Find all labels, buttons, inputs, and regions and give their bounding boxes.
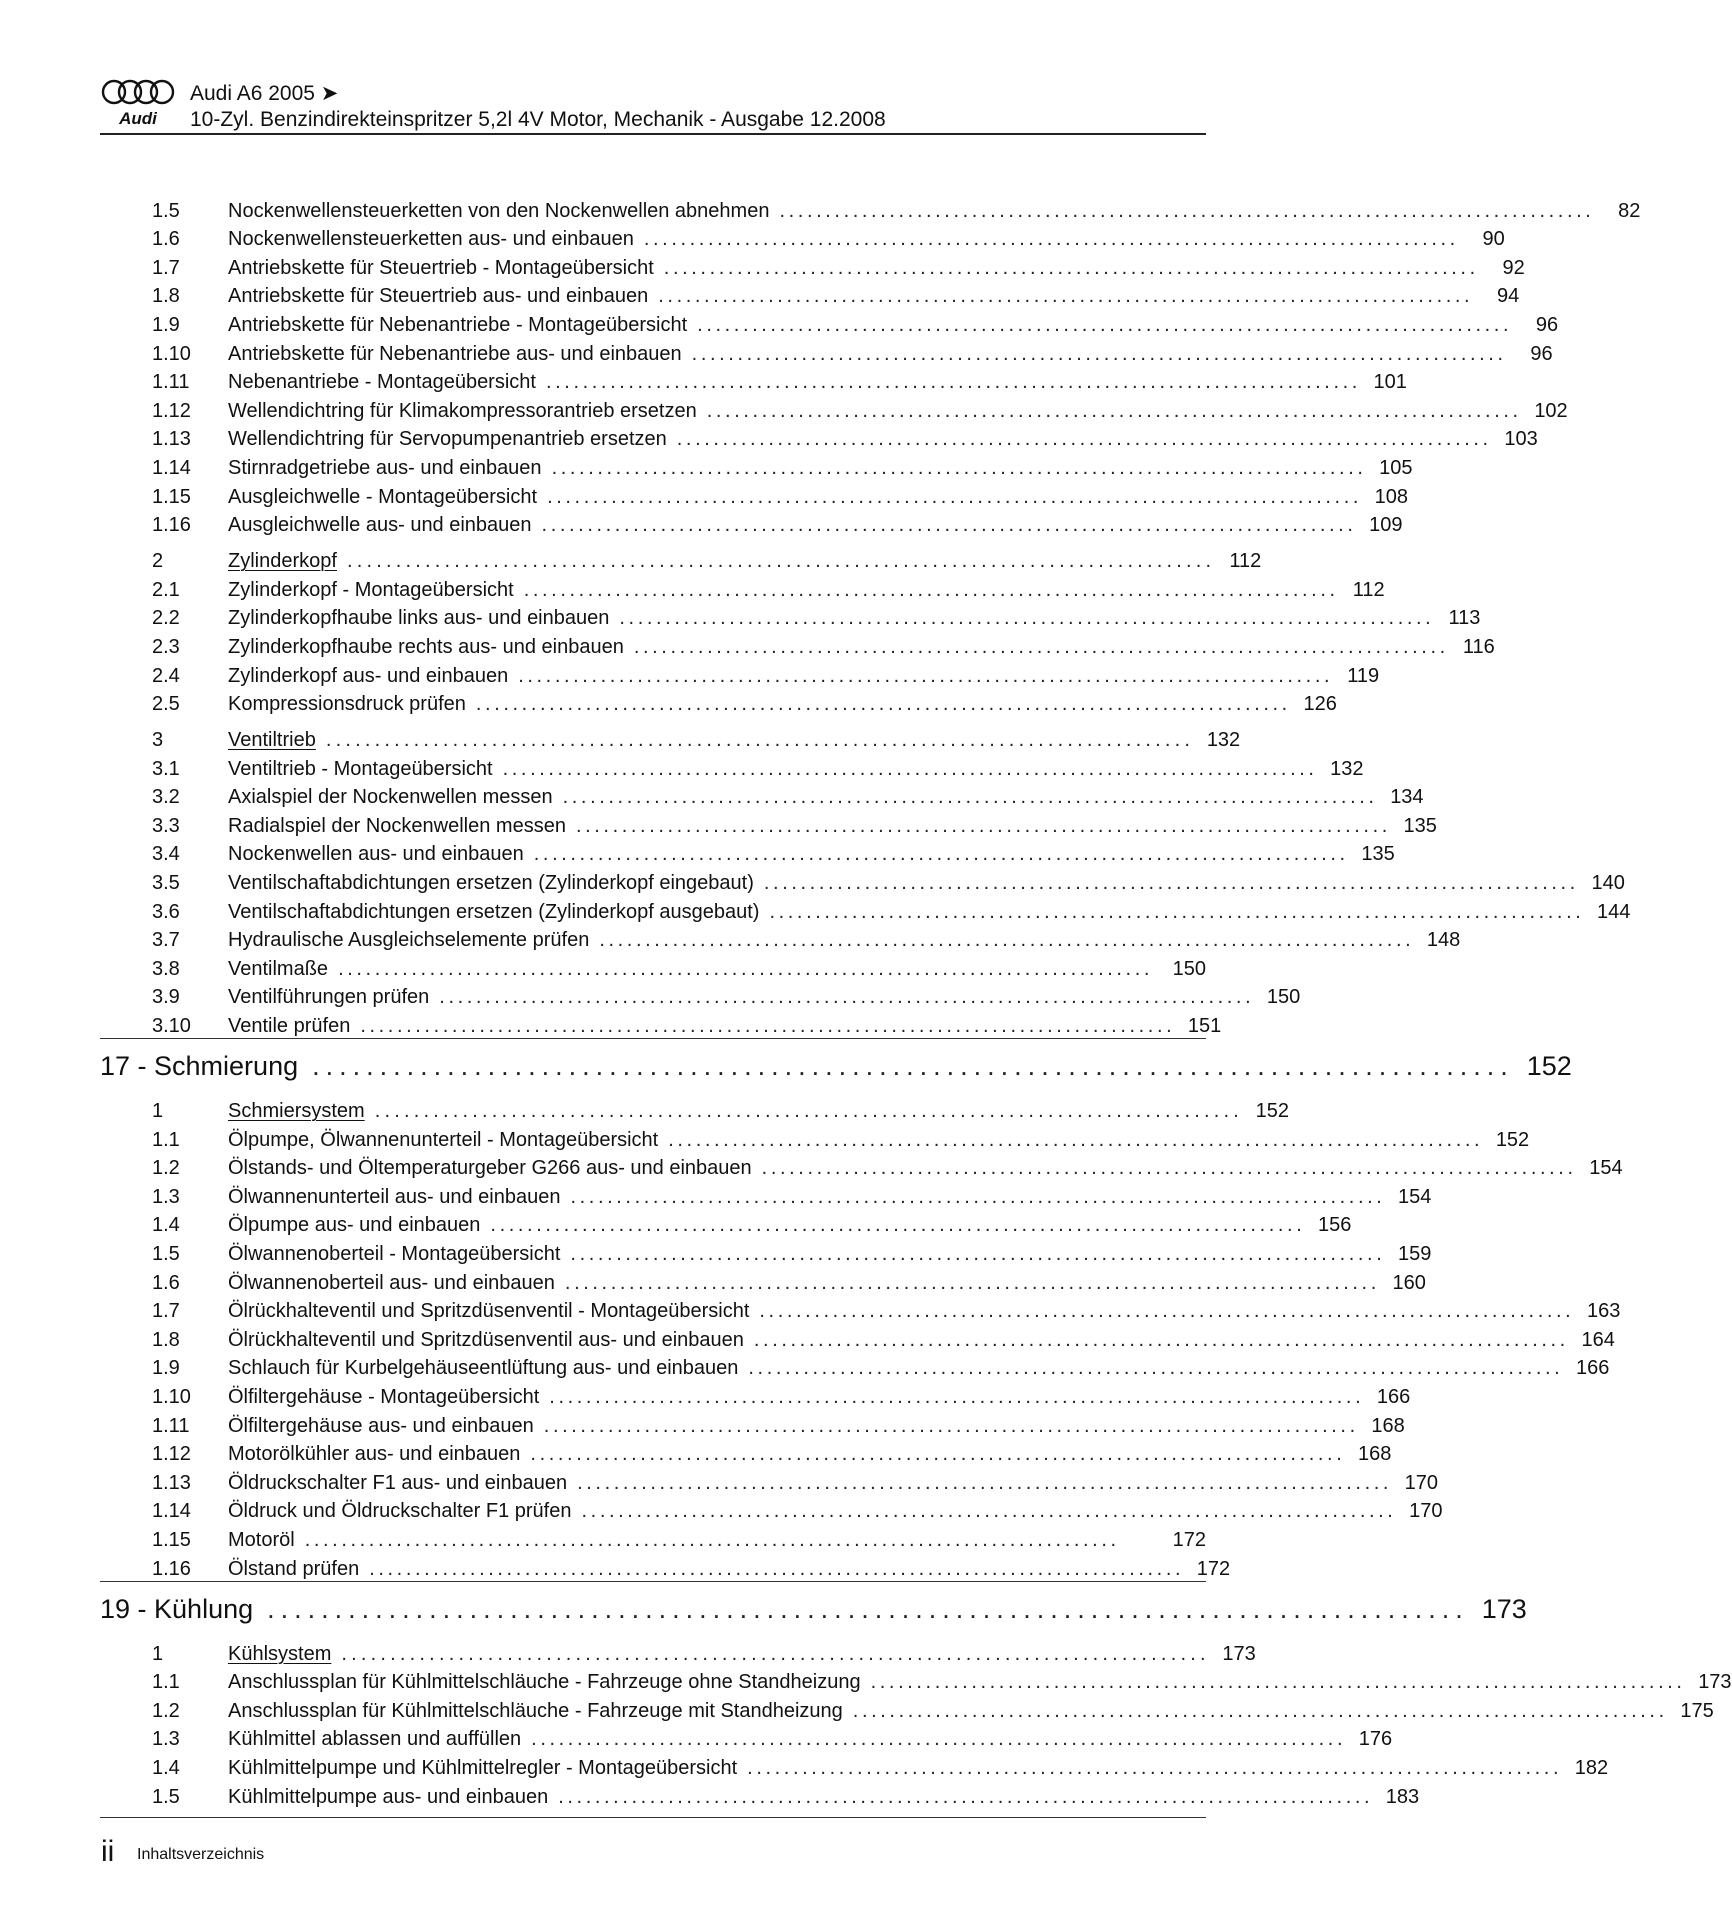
toc-entry[interactable] [100,1266,1426,1295]
table-of-contents [100,194,1732,1809]
toc-page: 151 [1187,1015,1222,1038]
toc-title: Radialspiel der Nockenwellen messen [228,814,576,838]
toc-entry[interactable] [100,1495,1443,1524]
toc-page: 116 [1462,635,1495,658]
toc-chapter-title: 19 - Kühlung [100,1593,254,1624]
toc-leader: ......................................................................................... [870,1671,1686,1694]
toc-page: 103 [1504,428,1538,451]
toc-number: 1.15 [152,485,191,508]
toc-leader: ......................................................................................... [643,228,1459,251]
toc-leader: ......................................................................................... [374,1100,1244,1123]
toc-title: Zylinderkopf [228,549,347,573]
toc-entry[interactable] [100,659,1380,688]
toc-entry[interactable] [100,866,1625,895]
toc-number: 1.12 [152,1443,191,1466]
toc-number: 1.1 [152,1671,180,1694]
toc-page: 102 [1534,399,1568,422]
toc-number: 1.5 [152,199,180,222]
toc-page: 140 [1591,872,1625,895]
toc-chapter[interactable] [100,1582,1527,1636]
toc-title: Kompressionsdruck prüfen [228,692,476,716]
toc-page: 182 [1574,1756,1609,1779]
toc-page: 112 [1352,578,1385,601]
toc-number: 2.1 [152,578,180,601]
toc-number: 2.5 [152,693,180,716]
toc-page: 96 [1530,342,1553,365]
toc-title: Nockenwellensteuerketten von den Nockenwellen abnehmen [228,199,779,223]
toc-entry[interactable] [100,251,1525,280]
toc-number: 1.10 [152,342,191,365]
toc-number: 1.8 [152,1328,180,1351]
toc-leader: ......................................................................................... [523,578,1339,601]
toc-number: 1.9 [152,313,180,336]
toc-title: Antriebskette für Steuertrieb - Montageübersicht [228,256,664,280]
toc-leader: ......................................................................................... [691,342,1507,365]
toc-entry[interactable] [100,1295,1621,1324]
toc-number: 3.2 [152,786,180,809]
toc-page: 150 [1266,986,1301,1009]
toc-title: Axialspiel der Nockenwellen messen [228,785,563,809]
toc-entry[interactable] [100,1694,1714,1723]
toc-number: 3.6 [152,900,180,923]
toc-title: Ventilführungen prüfen [228,985,439,1009]
toc-entry[interactable] [100,1152,1623,1181]
toc-entry[interactable] [100,573,1385,602]
toc-page: 152 [1495,1128,1530,1151]
toc-page: 172 [1172,1528,1206,1551]
toc-entry[interactable] [100,280,1520,309]
toc-number: 2.3 [152,635,180,658]
audi-logo-icon [100,78,176,130]
toc-entry[interactable] [100,1552,1231,1581]
toc-leader: ......................................................................................... [360,1015,1176,1038]
toc-leader: ......................................................................................... [619,607,1435,630]
toc-number: 1.4 [152,1214,180,1237]
toc-number: 3.9 [152,986,180,1009]
toc-title: Wellendichtring für Klimakompressorantrieb ersetzen [228,399,707,423]
toc-title: Ventilschaftabdichtungen ersetzen (Zylinderkopf ausgebaut) [228,900,769,924]
toc-leader: ......................................................................................... [530,1443,1346,1466]
toc-title: Nockenwellen aus- und einbauen [228,842,534,866]
toc-number: 1.6 [152,1271,180,1294]
toc-entry[interactable] [100,480,1409,509]
toc-number: 2.2 [152,607,180,630]
toc-entry[interactable] [100,809,1437,838]
toc-chapter-page: 152 [1526,1051,1572,1082]
toc-entry[interactable] [100,394,1568,423]
toc-number: 1.5 [152,1243,180,1265]
toc-entry[interactable] [100,1466,1439,1495]
toc-page: 109 [1369,514,1403,537]
toc-entry[interactable] [100,1237,1432,1266]
toc-entry[interactable] [100,194,1641,223]
toc-number: 3 [152,729,164,752]
toc-title: Ventiltrieb [228,728,326,752]
toc-leader: ......................................................................................... [769,900,1585,923]
toc-title: Kühlmittelpumpe und Kühlmittelregler - Montageübersicht [228,1756,747,1780]
toc-entry[interactable] [100,1352,1610,1381]
toc-number: 3.7 [152,929,180,952]
toc-number: 1.14 [152,1500,191,1523]
toc-number: 1.13 [152,428,191,451]
toc-leader: ......................................................................................... [547,485,1363,508]
toc-page: 172 [1196,1557,1231,1580]
toc-leader: ......................................................................................... [570,1243,1386,1265]
toc-entry[interactable] [100,838,1395,867]
toc-title: Schlauch für Kurbelgehäuseentlüftung aus- und einbauen [228,1356,748,1380]
toc-page: 113 [1448,607,1481,630]
toc-leader: ......................................................................................... [549,1385,1365,1408]
toc-title: Ölpumpe aus- und einbauen [228,1213,490,1237]
toc-title: Ölwannenoberteil - Montageübersicht [228,1242,570,1266]
toc-entry[interactable] [100,952,1206,981]
toc-number: 1.2 [152,1157,180,1180]
toc-number: 2.4 [152,664,180,687]
toc-entry[interactable] [100,337,1553,366]
toc-entry[interactable] [100,630,1495,659]
footer-divider [100,1817,1206,1818]
toc-page: 164 [1581,1328,1615,1351]
toc-leader: ......................................................................................... [558,1785,1374,1808]
toc-page: 168 [1371,1414,1405,1437]
toc-title: Ölrückhalteventil und Spritzdüsenventil aus- und einbauen [228,1328,754,1352]
toc-number: 1.10 [152,1385,191,1408]
toc-page: 152 [1255,1100,1290,1123]
toc-leader: ......................................................................................... [533,843,1349,866]
toc-leader: ......................................................................................... [543,1414,1359,1437]
toc-number: 1.13 [152,1471,191,1494]
toc-leader: ......................................................................................... [545,371,1361,394]
toc-entry[interactable] [100,1323,1615,1352]
toc-title: Ölpumpe, Ölwannenunterteil - Montageübersicht [228,1128,668,1152]
toc-page: 119 [1347,664,1380,687]
toc-title: Ölfiltergehäuse aus- und einbauen [228,1414,544,1438]
toc-page: 166 [1575,1357,1610,1380]
toc-page: 105 [1379,456,1413,479]
toc-page: 132 [1330,757,1364,780]
toc-leader: ......................................................................................... [697,313,1513,336]
toc-leader: ......................................................................................... [475,693,1291,716]
toc-number: 1.11 [152,371,190,394]
toc-number: 1.14 [152,456,191,479]
toc-page: 170 [1404,1471,1439,1494]
toc-title: Zylinderkopf aus- und einbauen [228,664,518,688]
toc-number: 1.7 [152,1300,180,1323]
toc-number: 1.16 [152,1557,191,1580]
toc-entry[interactable] [100,423,1538,452]
toc-title: Motoröl [228,1528,305,1552]
toc-page: 112 [1229,550,1262,573]
toc-number: 2 [152,550,164,573]
toc-title: Ventilschaftabdichtungen ersetzen (Zylinderkopf eingebaut) [228,871,764,895]
document-subtitle: 10-Zyl. Benzindirekteinspritzer 5,2l 4V Motor, Mechanik - Ausgabe 12.2008 [190,108,886,131]
toc-page: 173 [1222,1642,1256,1665]
toc-number: 1.9 [152,1357,180,1380]
toc-chapter-title: 17 - Schmierung [100,1051,299,1082]
toc-title: Wellendichtring für Servopumpenantrieb ersetzen [228,427,677,451]
toc-number: 3.5 [152,872,180,895]
toc-page: 176 [1358,1728,1393,1751]
toc-page: 90 [1482,228,1505,251]
toc-page: 154 [1589,1157,1623,1180]
toc-entry[interactable] [100,1523,1206,1552]
toc-title: Anschlussplan für Kühlmittelschläuche - Fahrzeuge ohne Standheizung [228,1670,871,1694]
toc-number: 3.4 [152,843,180,866]
toc-number: 1 [152,1642,164,1665]
toc-section[interactable] [100,1093,1290,1123]
toc-entry[interactable] [100,1380,1411,1409]
toc-leader: ......................................................................................... [267,1593,1469,1624]
toc-page: 92 [1502,256,1525,279]
toc-leader: ......................................................................................... [759,1300,1575,1323]
toc-title: Ölfiltergehäuse - Montageübersicht [228,1385,549,1409]
toc-number: 3.8 [152,957,180,980]
toc-page: 163 [1586,1300,1621,1323]
toc-number: 1.1 [152,1128,180,1151]
toc-leader: ......................................................................................... [338,957,1154,980]
toc-title: Nebenantriebe - Montageübersicht [228,370,546,394]
toc-leader: ......................................................................................... [633,635,1449,658]
toc-leader: ......................................................................................... [304,1528,1120,1551]
toc-page: 150 [1172,957,1206,980]
toc-title: Kühlmittel ablassen und auffüllen [228,1727,531,1751]
toc-entry[interactable] [100,366,1407,395]
toc-leader: ......................................................................................... [541,514,1357,537]
toc-title: Ölstand prüfen [228,1557,369,1581]
toc-entry[interactable] [100,1180,1432,1209]
toc-page: 144 [1597,900,1631,923]
toc-title: Öldruck und Öldruckschalter F1 prüfen [228,1499,582,1523]
toc-leader: ......................................................................................... [502,757,1318,780]
toc-page: 170 [1409,1500,1443,1523]
toc-entry[interactable] [100,1409,1405,1438]
toc-number: 3.1 [152,757,180,780]
toc-number: 1.8 [152,285,180,308]
toc-page: 159 [1398,1243,1432,1265]
toc-leader: ......................................................................................... [562,786,1378,809]
toc-leader: ......................................................................................... [325,729,1195,752]
toc-number: 1.4 [152,1756,180,1779]
toc-entry[interactable] [100,451,1413,480]
page-header [100,78,1206,134]
toc-number: 1.3 [152,1185,180,1208]
toc-leader: ......................................................................................... [763,872,1579,895]
footer-label: Inhaltsverzeichnis [137,1846,265,1863]
toc-page: 82 [1618,199,1641,222]
toc-number: 1.6 [152,228,180,251]
toc-page: 173 [1698,1671,1732,1694]
document-title: Audi A6 2005 ➤ [190,82,339,105]
toc-entry[interactable] [100,924,1461,953]
toc-title: Ölwannenunterteil aus- und einbauen [228,1185,570,1209]
toc-page: 126 [1303,693,1337,716]
toc-leader: ......................................................................................... [753,1328,1569,1351]
toc-title: Antriebskette für Steuertrieb aus- und einbauen [228,284,658,308]
toc-leader: ......................................................................................... [663,256,1479,279]
toc-title: Ausgleichwelle - Montageübersicht [228,485,547,509]
toc-title: Kühlsystem [228,1642,341,1666]
toc-entry[interactable] [100,781,1424,810]
toc-page: 154 [1398,1185,1432,1208]
toc-section[interactable] [100,1636,1256,1666]
header-divider [100,133,1206,135]
toc-entry[interactable] [100,1780,1420,1809]
toc-title: Schmiersystem [228,1099,375,1123]
toc-entry[interactable] [100,223,1505,252]
toc-number: 1.7 [152,256,180,279]
toc-page: 148 [1426,929,1461,952]
toc-page: 134 [1390,786,1424,809]
toc-page: 96 [1535,313,1559,336]
audi-logo-text: Audi [119,109,157,128]
toc-title: Ölstands- und Öltemperaturgeber G266 aus- und einbauen [228,1156,762,1180]
toc-entry[interactable] [100,509,1403,538]
toc-page: 135 [1361,843,1395,866]
toc-leader: ......................................................................................... [439,986,1255,1009]
toc-title: Motorölkühler aus- und einbauen [228,1442,530,1466]
toc-leader: ......................................................................................... [531,1728,1347,1751]
toc-leader: ......................................................................................... [676,428,1492,451]
toc-chapter[interactable] [100,1039,1572,1093]
toc-entry[interactable] [100,688,1337,717]
toc-entry[interactable] [100,1438,1392,1467]
toc-leader: ......................................................................................... [341,1642,1210,1665]
toc-page: 94 [1496,285,1520,308]
toc-title: Ventiltrieb - Montageübersicht [228,757,503,781]
toc-title: Ölrückhalteventil und Spritzdüsenventil - Montageübersicht [228,1299,759,1323]
toc-number: 1.12 [152,399,191,422]
toc-title: Ventile prüfen [228,1014,360,1038]
toc-leader: ......................................................................................... [852,1699,1668,1722]
toc-entry[interactable] [100,308,1559,337]
toc-title: Antriebskette für Nebenantriebe aus- und einbauen [228,342,692,366]
toc-number: 1.5 [152,1785,180,1808]
toc-page: 108 [1374,485,1409,508]
toc-page: 135 [1403,814,1437,837]
toc-leader: ......................................................................................... [658,285,1474,308]
toc-leader: ......................................................................................... [761,1157,1577,1180]
toc-title: Stirnradgetriebe aus- und einbauen [228,456,552,480]
toc-page: 166 [1376,1385,1411,1408]
toc-title: Öldruckschalter F1 aus- und einbauen [228,1471,577,1495]
toc-number: 3.10 [152,1015,191,1038]
toc-leader: ......................................................................................... [570,1185,1386,1208]
toc-leader: ......................................................................................... [346,550,1216,573]
toc-leader: ......................................................................................... [668,1128,1484,1151]
toc-number: 1.15 [152,1528,191,1551]
toc-number: 1 [152,1100,164,1123]
toc-page: 183 [1385,1785,1420,1808]
toc-title: Ausgleichwelle aus- und einbauen [228,513,542,537]
toc-number: 1.3 [152,1728,180,1751]
toc-title: Anschlussplan für Kühlmittelschläuche - Fahrzeuge mit Standheizung [228,1699,853,1723]
toc-leader: ......................................................................................... [577,1471,1393,1494]
toc-leader: ......................................................................................... [312,1051,1514,1082]
toc-entry[interactable] [100,602,1481,631]
toc-chapter-page: 173 [1481,1593,1527,1624]
toc-leader: ......................................................................................... [369,1557,1185,1580]
toc-leader: ......................................................................................... [581,1500,1397,1523]
toc-leader: ......................................................................................... [518,664,1334,687]
toc-page: 101 [1373,371,1407,394]
toc-leader: ......................................................................................... [599,929,1415,952]
toc-page: 132 [1206,729,1241,752]
toc-title: Nockenwellensteuerketten aus- und einbauen [228,227,644,251]
toc-title: Hydraulische Ausgleichselemente prüfen [228,928,599,952]
toc-entry[interactable] [100,1009,1222,1038]
toc-page: 160 [1392,1271,1426,1294]
toc-leader: ......................................................................................... [748,1357,1564,1380]
toc-title: Ölwannenoberteil aus- und einbauen [228,1271,565,1295]
toc-title: Zylinderkopfhaube links aus- und einbauen [228,606,619,630]
toc-page: 156 [1317,1214,1352,1237]
toc-entry[interactable] [100,1723,1393,1752]
toc-title: Kühlmittelpumpe aus- und einbauen [228,1785,558,1809]
toc-entry[interactable] [100,895,1631,924]
toc-section[interactable] [100,722,1241,752]
toc-page: 168 [1358,1443,1392,1466]
toc-leader: ......................................................................................... [747,1756,1563,1779]
footer-page-number: ii [101,1835,115,1868]
toc-leader: ......................................................................................... [575,814,1391,837]
toc-number: 3.3 [152,814,180,837]
toc-title: Zylinderkopfhaube rechts aus- und einbauen [228,635,634,659]
toc-entry[interactable] [100,981,1301,1010]
toc-entry[interactable] [100,752,1364,781]
toc-title: Ventilmaße [228,957,338,981]
toc-number: 1.16 [152,514,191,537]
toc-title: Antriebskette für Nebenantriebe - Montageübersicht [228,313,697,337]
toc-title: Zylinderkopf - Montageübersicht [228,578,524,602]
toc-leader: ......................................................................................... [706,399,1522,422]
toc-entry[interactable] [100,1751,1609,1780]
toc-entry[interactable] [100,1209,1352,1238]
toc-entry[interactable] [100,1666,1732,1695]
toc-page: 175 [1680,1699,1714,1722]
toc-number: 1.11 [152,1414,190,1437]
toc-leader: ......................................................................................... [490,1214,1306,1237]
toc-entry[interactable] [100,1123,1530,1152]
toc-leader: ......................................................................................... [779,199,1595,222]
toc-number: 1.2 [152,1699,180,1722]
toc-section[interactable] [100,543,1262,573]
toc-leader: ......................................................................................... [551,456,1367,479]
toc-leader: ......................................................................................... [564,1271,1380,1294]
